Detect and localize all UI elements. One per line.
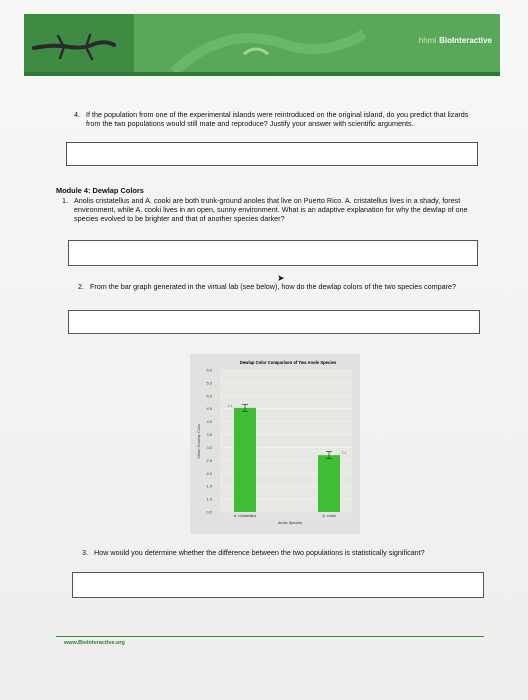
y-tick-label: 5.5 — [206, 380, 212, 386]
y-tick-label: 4.5 — [206, 406, 212, 412]
y-tick-label: 0.0 — [206, 509, 212, 515]
hhmi-logo-text: hhmi — [418, 36, 437, 45]
answer-box-m4q3[interactable] — [72, 572, 484, 598]
dewlap-bar-chart — [190, 354, 360, 534]
module-4-heading: Module 4: Dewlap Colors — [56, 186, 144, 195]
brand-logo — [419, 36, 492, 45]
biointeractive-logo-text: BioInteractive — [439, 36, 492, 45]
module4-question-2 — [78, 282, 470, 291]
m4q1-text: Anolis cristatellus and A. cooki are both trunk-ground anoles that live on Puerto Rico. A. cristatellus lives in a shady, forest environment, while A. cooki lives in an open, sunny environment. What is an adaptive explanation for why the dewlap of one species evolved to be brighter and that of another species darker? — [74, 196, 468, 224]
question-4-number: 4. — [74, 110, 80, 119]
answer-box-m4q1[interactable] — [68, 240, 478, 266]
x-tick-label: A. cooki — [322, 514, 336, 518]
answer-box-q4[interactable] — [66, 142, 478, 166]
y-tick-label: 3.0 — [206, 444, 212, 450]
chart-title: Dewlap Color Comparison of Two Anole Species — [239, 360, 337, 365]
module4-question-1 — [62, 196, 480, 224]
footer-url: www.BioInteractive.org — [64, 640, 125, 646]
y-tick-label: 2.5 — [206, 457, 212, 463]
module4-question-3 — [82, 548, 484, 557]
x-tick-label: A. cristatellus — [233, 514, 257, 518]
y-tick-label: 1.0 — [206, 496, 212, 502]
y-tick-label: 5.0 — [206, 393, 212, 399]
bar-cristatellus — [234, 408, 256, 512]
m4q2-text: From the bar graph generated in the virtual lab (see below), how do the dewlap colors of the two species compare? — [90, 282, 456, 291]
y-tick-label: 3.5 — [206, 432, 212, 438]
m4q1-number: 1. — [62, 196, 68, 205]
bar-value-label: 2.4 — [341, 451, 347, 456]
y-axis-label: Mean Dewlap Color — [196, 423, 201, 459]
question-4-text: If the population from one of the experimental islands were reintroduced on the original island, do you predict that lizards from the two populations would still mate and reproduce? Justify your answer with scientific arguments. — [86, 110, 469, 129]
footer-divider — [56, 636, 484, 637]
bar-value-label: 4.4 — [227, 403, 233, 408]
y-tick-label: 6.0 — [206, 367, 212, 373]
y-tick-label: 2.0 — [206, 470, 212, 476]
bar-chart-svg — [190, 354, 360, 534]
y-tick-label: 1.5 — [206, 483, 212, 489]
m4q3-number: 3. — [82, 548, 88, 557]
header-banner — [24, 14, 500, 76]
bar-cooki — [318, 455, 340, 512]
cursor-arrow-icon: ➤ — [277, 273, 285, 283]
x-axis-label: Anole Species — [277, 521, 303, 525]
question-4 — [74, 110, 478, 129]
answer-box-m4q2[interactable] — [68, 310, 480, 334]
m4q3-text: How would you determine whether the difference between the two populations is statistically significant? — [94, 548, 425, 557]
y-tick-label: 4.0 — [206, 419, 212, 425]
m4q2-number: 2. — [78, 282, 84, 291]
